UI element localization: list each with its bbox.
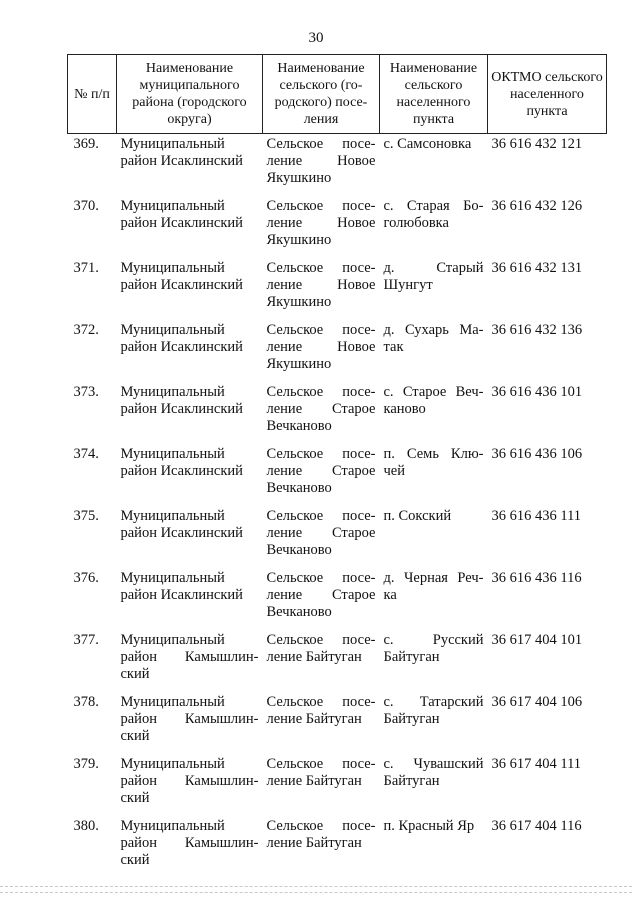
district-name: Муниципальный район Камышлин-ский (120, 756, 259, 806)
district-name: Муниципальный район Исаклинский (120, 570, 243, 603)
row-number: 376. (73, 570, 99, 586)
header-settlement: Наименование сельского (го-родского) посе-ления (263, 55, 380, 134)
row-number: 380. (73, 818, 99, 834)
row-number: 377. (73, 632, 99, 648)
district-name: Муниципальный район Исаклинский (120, 322, 243, 355)
oktmo-code: 36 616 432 121 (491, 136, 583, 152)
row-number: 378. (73, 694, 99, 710)
table-row (68, 754, 607, 816)
locality-name: п. Сокский (383, 508, 452, 524)
table-body (68, 134, 607, 879)
row-number: 373. (73, 384, 99, 400)
oktmo-code: 36 616 432 136 (491, 322, 583, 338)
district-name: Муниципальный район Исаклинский (120, 260, 243, 293)
settlement-name: Сельское посе-ление Старое Вечканово (266, 384, 376, 434)
locality-name: п. Красный Яр (383, 818, 475, 834)
scan-artifact-line (0, 886, 632, 887)
row-number: 370. (73, 198, 99, 214)
district-name: Муниципальный район Камышлин-ский (120, 818, 259, 868)
table-row (68, 196, 607, 258)
settlement-name: Сельское посе-ление Старое Вечканово (266, 570, 376, 620)
row-number: 371. (73, 260, 99, 276)
district-name: Муниципальный район Исаклинский (120, 198, 243, 231)
district-name: Муниципальный район Камышлин-ский (120, 694, 259, 744)
table-row (68, 258, 607, 320)
table-row (68, 506, 607, 568)
row-number: 369. (73, 136, 99, 152)
scan-artifact-line (0, 892, 632, 893)
table-row (68, 320, 607, 382)
settlement-name: Сельское посе-ление Новое Якушкино (266, 322, 376, 372)
oktmo-code: 36 617 404 101 (491, 632, 583, 648)
locality-name: с. Старая Бо-голюбовка (383, 198, 484, 231)
settlement-name: Сельское посе-ление Байтуган (266, 756, 376, 789)
locality-name: п. Семь Клю-чей (383, 446, 484, 479)
header-district: Наименование муниципального района (городского округа) (117, 55, 263, 134)
settlement-name: Сельское посе-ление Новое Якушкино (266, 260, 376, 310)
row-number: 372. (73, 322, 99, 338)
district-name: Муниципальный район Исаклинский (120, 384, 243, 417)
table-row (68, 630, 607, 692)
locality-name: д. Черная Реч-ка (383, 570, 484, 603)
table-row (68, 134, 607, 197)
settlements-table (67, 54, 607, 878)
oktmo-code: 36 616 436 106 (491, 446, 583, 462)
table-row (68, 692, 607, 754)
oktmo-code: 36 616 436 116 (491, 570, 582, 586)
oktmo-code: 36 617 404 111 (491, 756, 582, 772)
locality-name: с. Татарский Байтуган (383, 694, 484, 727)
header-oktmo: ОКТМО сельского населенного пункта (488, 55, 607, 134)
header-locality: Наименование сельского населенного пункта (380, 55, 488, 134)
locality-name: с. Русский Байтуган (383, 632, 484, 665)
settlement-name: Сельское посе-ление Новое Якушкино (266, 136, 376, 186)
locality-name: д. Старый Шунгут (383, 260, 484, 293)
locality-name: д. Сухарь Ма-так (383, 322, 484, 355)
oktmo-code: 36 616 436 111 (491, 508, 582, 524)
district-name: Муниципальный район Камышлин-ский (120, 632, 259, 682)
locality-name: с. Самсоновка (383, 136, 472, 152)
settlement-name: Сельское посе-ление Байтуган (266, 632, 376, 665)
district-name: Муниципальный район Исаклинский (120, 446, 243, 479)
table-row (68, 568, 607, 630)
locality-name: с. Старое Веч-каново (383, 384, 484, 417)
oktmo-code: 36 617 404 116 (491, 818, 582, 834)
row-number: 374. (73, 446, 99, 462)
settlement-name: Сельское посе-ление Байтуган (266, 694, 376, 727)
oktmo-code: 36 616 432 126 (491, 198, 583, 214)
settlement-name: Сельское посе-ление Новое Якушкино (266, 198, 376, 248)
table-header-row (68, 55, 607, 134)
oktmo-code: 36 617 404 106 (491, 694, 583, 710)
district-name: Муниципальный район Исаклинский (120, 508, 243, 541)
oktmo-code: 36 616 432 131 (491, 260, 583, 276)
settlement-name: Сельское посе-ление Старое Вечканово (266, 446, 376, 496)
table-row (68, 382, 607, 444)
oktmo-code: 36 616 436 101 (491, 384, 583, 400)
settlement-name: Сельское посе-ление Байтуган (266, 818, 376, 851)
district-name: Муниципальный район Исаклинский (120, 136, 243, 169)
row-number: 379. (73, 756, 99, 772)
settlement-name: Сельское посе-ление Старое Вечканово (266, 508, 376, 558)
page-number: 30 (308, 30, 324, 46)
row-number: 375. (73, 508, 99, 524)
table-row (68, 816, 607, 878)
locality-name: с. Чувашский Байтуган (383, 756, 484, 789)
header-number: № п/п (68, 55, 117, 134)
table-row (68, 444, 607, 506)
